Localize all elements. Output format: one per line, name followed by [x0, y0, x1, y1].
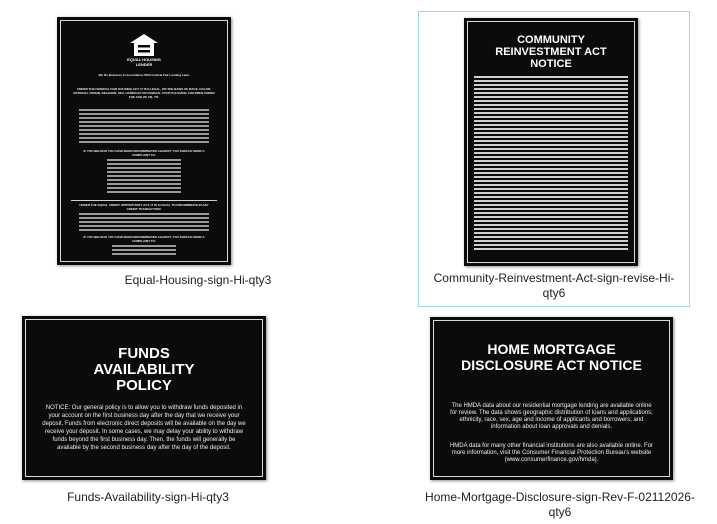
- sign-body: NOTICE: Our general policy is to allow you to withdraw funds deposited in your account on the first business day after the day that we receive your deposit. Funds from electronic direct deposits will be available on the day we receive your deposit. In some cases, we may delay your ability to withdraw funds beyond the first business day. Then, the funds will generally be available by the second business day after the day of the deposit.: [42, 405, 246, 451]
- logo-text: EQUAL HOUSING LENDER: [127, 57, 161, 67]
- sign-border: [25, 319, 263, 477]
- sign-heading-complaint-1: IF YOU BELIEVE YOU HAVE BEEN DISCRIMINATED AGAINST, YOU SHOULD SEND A COMPLAINT TO:: [83, 149, 205, 157]
- file-thumbnail[interactable]: [430, 317, 673, 480]
- sign-title: FUNDS AVAILABILITY POLICY: [93, 345, 195, 394]
- file-thumbnail[interactable]: [57, 17, 231, 265]
- sign-heading-complaint-2: IF YOU BELIEVE YOU HAVE BEEN DISCRIMINATED AGAINST, YOU SHOULD SEND A COMPLAINT TO:: [83, 235, 205, 243]
- sign-intro: We Do Business In Accordance With Federal Fair Lending Laws: [98, 73, 190, 77]
- file-tile-home-mortgage-disclosure[interactable]: [420, 312, 700, 522]
- file-caption: Home-Mortgage-Disclosure-sign-Rev-F-02112026-qty6: [425, 490, 695, 519]
- file-caption: Funds-Availability-sign-Hi-qty3: [67, 490, 229, 504]
- sign-fine-print: [79, 109, 209, 145]
- file-tile-community-reinvestment[interactable]: [418, 11, 690, 307]
- sign-heading-ecoa: UNDER THE EQUAL CREDIT OPPORTUNITY ACT, IT IS ILLEGAL TO DISCRIMINATE IN ANY CREDIT TRANSACTION:: [79, 203, 209, 211]
- sign-heading-fha: UNDER THE FEDERAL FAIR HOUSING ACT, IT IS ILLEGAL, ON THE BASIS OF RACE, COLOR, NATIONAL ORIGIN, RELIGION, SEX, HANDICAP OR FAMILIAL STATUS (HAVING CHILDREN UNDER THE AGE OF 18), TO:: [73, 87, 215, 99]
- file-thumbnail[interactable]: [464, 18, 638, 266]
- sign-fine-print-2: [79, 213, 209, 233]
- sign-paragraph-1: The HMDA data about our residential mortgage lending are available online for review. The data shows geographic distribution of loans and applications; ethnicity, race, sex, age and income of applicants and borrowers; and information about loan approvals and denials.: [450, 403, 653, 430]
- equal-housing-logo-icon: [130, 34, 158, 56]
- file-caption: Equal-Housing-sign-Hi-qty3: [124, 273, 272, 287]
- file-tile-equal-housing[interactable]: [30, 8, 366, 300]
- sign-body-text: [474, 76, 628, 256]
- sign-title: HOME MORTGAGE DISCLOSURE ACT NOTICE: [461, 341, 642, 373]
- sign-address-1: [107, 159, 181, 197]
- sign-title: COMMUNITY REINVESTMENT ACT NOTICE: [495, 34, 607, 70]
- sign-paragraph-2: HMDA data for many other financial institutions are also available online. For more information, visit the Consumer Financial Protection Bureau's website (www.consumerfinance.gov/hmda).: [449, 443, 654, 463]
- sign-address-2: [112, 245, 176, 257]
- file-thumbnail[interactable]: [22, 316, 266, 480]
- file-tile-funds-availability[interactable]: [20, 312, 276, 512]
- file-caption: Community-Reinvestment-Act-sign-revise-Hi-qty6: [433, 271, 675, 300]
